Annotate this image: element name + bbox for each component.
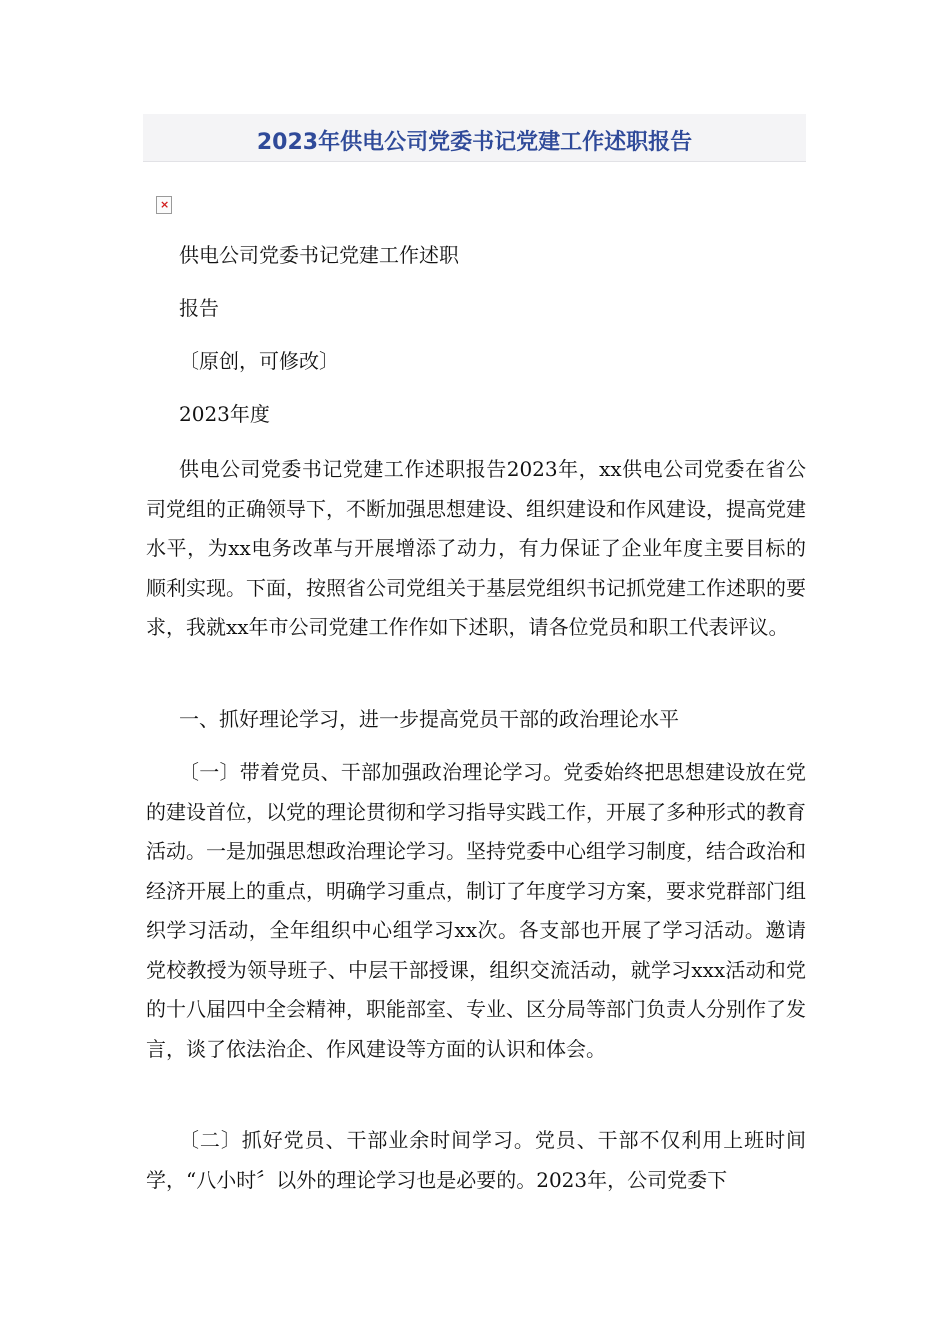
- note-line: 〔原创，可修改〕: [179, 349, 339, 373]
- section-heading-1: 一、抓好理论学习，进一步提高党员干部的政治理论水平: [179, 707, 679, 731]
- subtitle-line-2: 报告: [179, 296, 219, 320]
- broken-image-icon: ×: [156, 196, 172, 214]
- paragraph-intro: 供电公司党委书记党建工作述职报告2023年，xx供电公司党委在省公司党组的正确领导下，不断加强思想建设、组织建设和作风建设，提高党建水平，为xx电务改革与开展增添了动力，有力保证了企业年度主要目标的顺利实现。下面，按照省公司党组关于基层党组织书记抓党建工作述职的要求，我就xx年市公司党建工作作如下述职，请各位党员和职工代表评议。: [146, 457, 806, 639]
- paragraph-section-1-1: 〔一〕带着党员、干部加强政治理论学习。党委始终把思想建设放在党的建设首位，以党的理论贯彻和学习指导实践工作，开展了多种形式的教育活动。一是加强思想政治理论学习。坚持党委中心组学习制度，结合政治和经济开展上的重点，明确学习重点，制订了年度学习方案，要求党群部门组织学习活动，全年组织中心组学习xx次。各支部也开展了学习活动。邀请党校教授为领导班子、中层干部授课，组织交流活动，就学习xxx活动和党的十八届四中全会精神，职能部室、专业、区分局等部门负责人分别作了发言，谈了依法治企、作风建设等方面的认识和体会。: [146, 760, 806, 1061]
- paragraph-section-1-2: 〔二〕抓好党员、干部业余时间学习。党员、干部不仅利用上班时间学，“八小时〞以外的理论学习也是必要的。2023年，公司党委下: [146, 1128, 806, 1192]
- document-title: 2023年供电公司党委书记党建工作述职报告: [256, 130, 693, 155]
- year-line: 2023年度: [179, 402, 270, 426]
- subtitle-line-1: 供电公司党委书记党建工作述职: [179, 243, 459, 267]
